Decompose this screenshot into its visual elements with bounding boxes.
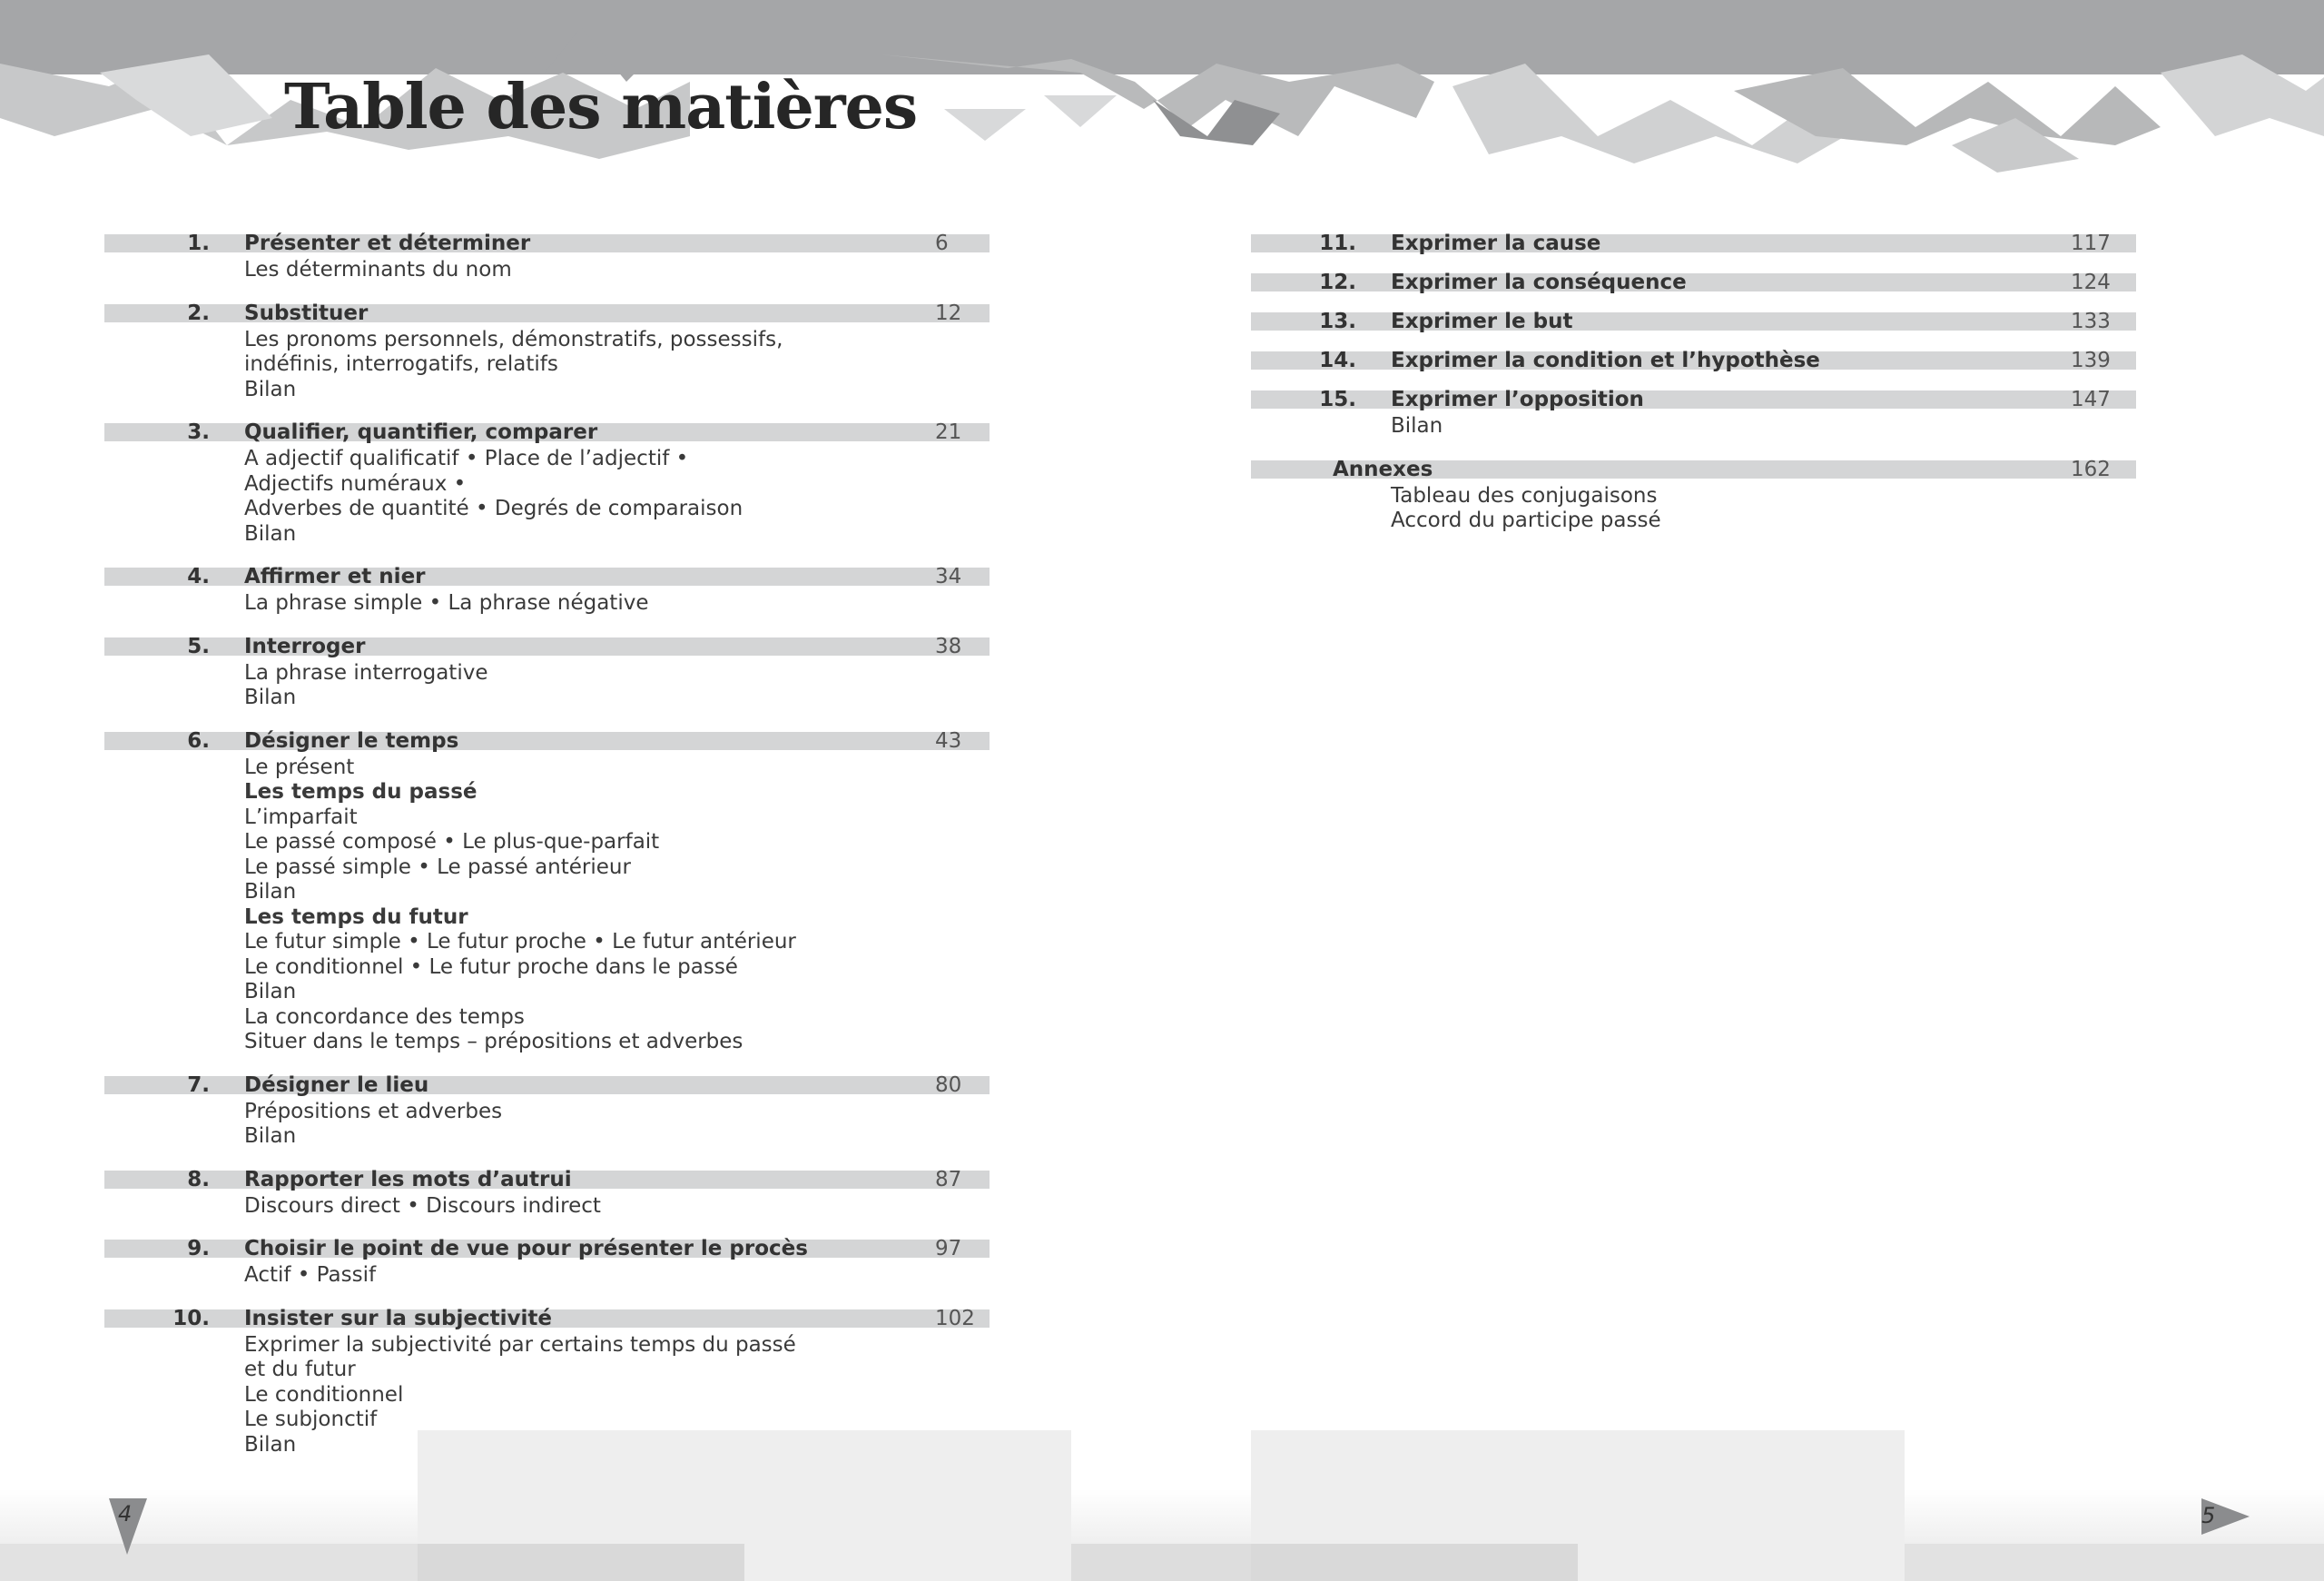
toc-chapter [104,565,990,617]
chapter-page-number: 87 [935,1167,962,1191]
chapter-page-number: 139 [2071,349,2111,372]
chapter-title: Rapporter les mots d’autrui [244,1167,572,1191]
subtopic-item: Bilan [244,521,297,546]
subtopic-item: Bilan [1391,414,1443,438]
chapter-page-number: 124 [2071,271,2111,294]
subtopic-item: La phrase interrogative [244,660,488,685]
chapter-bar [1251,390,2136,409]
chapter-bar [1251,232,2136,255]
chapter-page-number: 133 [2071,310,2111,333]
toc-chapter [1251,232,2136,255]
toc-chapter [1251,390,2136,440]
chapter-number: 4. [187,565,210,588]
toc-chapter [1251,351,2136,370]
chapter-page-number: 102 [935,1306,975,1330]
subtopic-item: Prépositions et adverbes [244,1099,503,1123]
subtopic-item: Situer dans le temps – prépositions et adverbes [244,1030,743,1053]
chapter-bar [1251,351,2136,370]
toc-chapter [104,634,990,711]
toc-chapter [104,301,990,403]
chapter-title: Insister sur la subjectivité [244,1306,552,1330]
chapter-page-number: 147 [2071,388,2111,411]
chapter-subtopics [104,591,990,617]
subtopic-item: Le passé composé • Le plus-que-parfait [244,830,660,854]
chapter-number: 12. [1319,271,1356,294]
chapter-title: Substituer [244,301,369,325]
chapter-title: Exprimer l’opposition [1391,388,1644,411]
subtopic-item: Le conditionnel [244,1382,404,1407]
toc-chapter [104,1306,990,1458]
chapter-subtopics [104,328,990,403]
toc-annexes [1251,457,2136,534]
chapter-subtopics [104,1263,990,1289]
subtopic-item: et du futur [244,1358,356,1381]
header-zigzag-shape [1044,95,1117,127]
chapter-bar [104,1237,990,1260]
subtopic-item: Le subjonctif [244,1408,378,1431]
floor-tile [1251,1544,1578,1581]
subtopic-item: Le passé simple • Le passé antérieur [244,855,631,879]
chapter-subtopics [1251,414,2136,440]
chapter-subtopics [104,661,990,711]
toc-left-column [104,231,990,1478]
chapter-page-number: 12 [935,301,962,325]
subtopic-item: Bilan [244,686,297,709]
chapter-subtopics [104,756,990,1055]
subtopic-item: Les pronoms personnels, démonstratifs, possessifs, [244,327,783,351]
subtopic-item: A adjectif qualificatif • Place de l’adjectif • [244,447,689,470]
annexes-title: Annexes [1333,457,1433,481]
subtopic-item: Adverbes de quantité • Degrés de comparaison [244,497,743,520]
annexes-page-number: 162 [2071,457,2111,481]
subtopic-item: Bilan [244,980,297,1003]
toc-chapter [104,728,990,1055]
chapter-title: Désigner le lieu [244,1072,429,1097]
subtopic-item: La phrase simple • La phrase négative [244,591,649,615]
chapter-subtopics [104,1100,990,1150]
chapter-page-number: 21 [935,420,962,444]
chapter-number: 2. [187,301,210,325]
chapter-number: 7. [187,1072,210,1097]
subtopic-item: Le conditionnel • Le futur proche dans le passé [244,954,738,979]
chapter-subtopics [104,1333,990,1458]
subtopic-item: Bilan [244,880,297,904]
toc-right-column [1251,231,2136,555]
subtopic-item: Bilan [244,1432,297,1457]
chapter-number: 11. [1319,232,1356,255]
chapter-title: Présenter et déterminer [244,232,531,255]
chapter-title: Choisir le point de vue pour présenter le procès [244,1237,808,1260]
chapter-number: 6. [187,728,210,753]
chapter-bar [104,634,990,658]
toc-chapter [1251,312,2136,331]
chapter-title: Qualifier, quantifier, comparer [244,420,598,444]
subtopic-item: Exprimer la subjectivité par certains temps du passé [244,1332,796,1357]
chapter-page-number: 117 [2071,232,2111,255]
chapter-bar [104,301,990,325]
chapter-title: Exprimer le but [1391,310,1573,333]
chapter-number: 10. [172,1306,210,1330]
subtopic-item: Le futur simple • Le futur proche • Le futur antérieur [244,930,796,954]
header-zigzag-shape [944,109,1026,141]
chapter-page-number: 34 [935,565,962,588]
chapter-bar [1251,271,2136,294]
subtopic-item: Discours direct • Discours indirect [244,1193,601,1218]
chapter-bar [104,728,990,753]
chapter-title: Désigner le temps [244,728,459,753]
subtopic-item: Adjectifs numéraux • [244,471,467,496]
chapter-bar [104,1072,990,1097]
folio-right: 5 [2201,1503,2216,1528]
annex-item: Tableau des conjugaisons [1391,483,1658,508]
chapter-number: 5. [187,634,210,658]
toc-chapter [104,1167,990,1220]
chapter-number: 14. [1319,349,1356,372]
toc-chapter [104,234,990,283]
annexes-bar [1251,457,2136,481]
chapter-bar [104,565,990,588]
toc-chapter [1251,271,2136,294]
chapter-title: Affirmer et nier [244,565,426,588]
chapter-bar [104,232,990,255]
chapter-number: 13. [1319,310,1356,333]
toc-chapter [104,1237,990,1289]
chapter-title: Exprimer la conséquence [1391,271,1687,294]
folio-left: 4 [118,1501,133,1527]
chapter-title: Exprimer la condition et l’hypothèse [1391,349,1820,372]
chapter-subtopics [104,258,990,283]
subtopic-item: Le présent [244,755,355,779]
header-zigzag-shape [1952,118,2079,173]
subtopic-item: Bilan [244,377,297,401]
toc-chapter [104,1072,990,1150]
subtopic-item: indéfinis, interrogatifs, relatifs [244,352,558,376]
chapter-number: 3. [187,420,210,444]
chapter-number: 1. [187,232,210,255]
chapter-number: 15. [1319,388,1356,411]
chapter-bar [104,1306,990,1330]
subtopic-item: Bilan [244,1124,297,1148]
chapter-number: 9. [187,1237,210,1260]
chapter-page-number: 6 [935,232,949,255]
chapter-subtopics [104,1194,990,1220]
chapter-title: Exprimer la cause [1391,232,1601,255]
chapter-number: 8. [187,1167,210,1191]
chapter-title: Interroger [244,634,366,658]
chapter-subtopics [104,447,990,547]
chapter-page-number: 43 [935,728,962,753]
chapter-bar [1251,312,2136,331]
chapter-bar [104,1167,990,1191]
floor-tile [1905,1544,2324,1581]
subtopic-item: Les déterminants du nom [244,258,512,282]
toc-chapter [104,420,990,547]
subtopic-heading: Les temps du passé [244,780,478,804]
subtopic-item: Actif • Passif [244,1263,377,1287]
page-title: Table des matières [284,71,918,143]
chapter-bar [104,420,990,444]
subtopic-item: L’imparfait [244,805,358,829]
floor-tile [1071,1544,1251,1581]
subtopic-heading: Les temps du futur [244,904,468,929]
chapter-page-number: 97 [935,1237,962,1260]
floor-tile [418,1544,744,1581]
chapter-page-number: 38 [935,634,962,658]
subtopic-item: La concordance des temps [244,1004,525,1029]
floor-tile [0,1544,418,1581]
chapter-page-number: 80 [935,1072,962,1097]
annex-item: Accord du participe passé [1391,509,1661,532]
